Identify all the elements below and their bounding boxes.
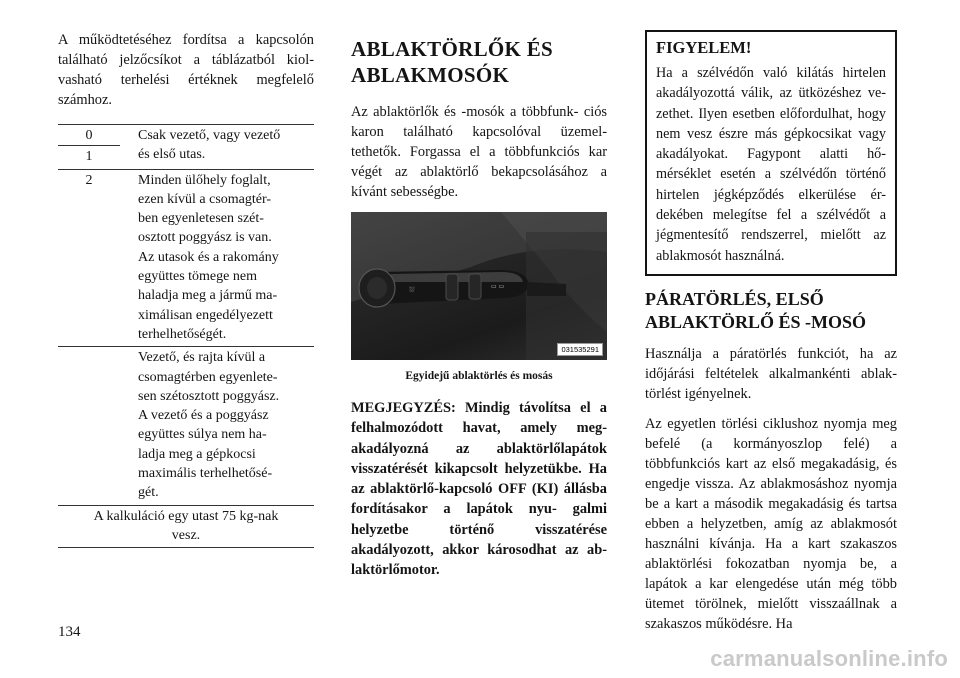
description-line: ben egyenletesen szét- [138, 211, 264, 227]
section-heading [645, 288, 897, 334]
load-description [120, 125, 314, 170]
description-line: Minden ülőhely foglalt, [138, 172, 271, 188]
description-line: sen szétosztott poggyász. [138, 388, 280, 404]
watermark: carmanualsonline.info [710, 646, 948, 671]
warning-title: FIGYELEM! [656, 38, 752, 57]
description-line: ezen kívül a csomagtér- [138, 191, 272, 207]
svg-text:▭ ▭: ▭ ▭ [491, 283, 505, 290]
load-description [120, 169, 314, 347]
warning-box [645, 30, 897, 276]
load-description [120, 347, 314, 505]
heading-line: PÁRATÖRLÉS, ELSŐ [645, 288, 824, 309]
wiper-lever-illustration [351, 212, 607, 360]
load-number: 2 [58, 169, 120, 347]
description-line: gét. [138, 485, 159, 501]
load-table [58, 124, 314, 548]
load-number-cell [58, 125, 120, 170]
table-row [58, 347, 314, 505]
description-line: osztott poggyász is van. [138, 230, 272, 246]
description-line: maximális terhelhetősé- [138, 466, 273, 482]
description-line: és első utas. [138, 147, 206, 163]
wipers-paragraph: Az ablaktörlők és -mosók a többfunk- ciós karon található kapcsolóval üzemel- tethetők. Forgassa el a többfunkciós kar végét az ablaktörlő bekapcsolásához a kívánt sebességbe. [351, 104, 607, 200]
description-line: ximálisan engedélyezett [138, 307, 273, 323]
description-line: ladja meg a gépkocsi [138, 446, 256, 462]
image-code-label: 031535291 [557, 343, 603, 356]
photo-caption: Egyidejű ablaktörlés és mosás [405, 370, 553, 382]
note-paragraph: MEGJEGYZÉS: Mindig távolítsa el a felhalmozódott havat, amely meg- akadályozná az ablaktörlőlapátok visszatérését kikapcsolt helyzetükbe. Ha az ablaktörlő-kapcsoló OFF (KI) állásba fordításakor a lapátok nyu- galmi helyzetbe történő visszatérése akadályozott, akkor károsodhat az ab- laktörlőmotor. [351, 400, 607, 579]
heading-line: ABLAKTÖRLŐK ÉS [351, 37, 553, 61]
column-middle [351, 30, 607, 581]
section-heading [351, 36, 607, 88]
description-line: Vezető, és rajta kívül a [138, 350, 266, 366]
heading-line: ABLAKTÖRLŐ ÉS -MOSÓ [645, 311, 867, 332]
heading-line: ABLAKMOSÓK [351, 63, 510, 87]
description-line: Csak vezető, vagy vezető [138, 128, 281, 143]
load-number [58, 347, 120, 505]
table-footer [58, 505, 314, 548]
description-line: együttes tömege nem [138, 269, 257, 285]
description-line: együttes súlya nem ha- [138, 427, 267, 443]
column-left [58, 30, 314, 548]
warning-text: Ha a szélvédőn való kilátás hirtelen akadályozottá válik, az ütközéshez ve- zethet. Ilyen esetben előfordulhat, hogy nem vesz észre más gépkocsikat vagy akadályokat. Fagypont alatti hő- mérséklet esetén a szélvédőn történő hirtelen jégképződés elkerülése ér- dekében melegítse fel a szélvédőt a jégmentesítő rendszerrel, mielőtt az ablakmosót használná. [656, 65, 886, 264]
description-line: Az utasok és a rakomány [138, 249, 279, 265]
svg-text:⛆: ⛆ [409, 286, 415, 294]
wipe-cycle-paragraph: Az egyetlen törlési ciklushoz nyomja meg befelé (a kormányoszlop felé) a többfunkciós kart az első megakadásig, és engedje vissza. Az ablakmosáshoz nyomja be a kart a második megakadásig és tartsa ebben a helyzetben, amíg az ablakmosót használni kívánja. Ha a kart szakaszos ablaktörlési fokozatban nyomja be, a lapátok a kar elengedése után még több ütemet törölnek, mielőtt visszaállnak a szakaszos működésre. Ha [645, 415, 897, 632]
description-line: haladja meg a jármű ma- [138, 288, 278, 304]
load-number: 0 [85, 128, 93, 143]
table-row [58, 169, 314, 347]
table-row [58, 125, 314, 170]
footer-line: A kalkuláció egy utast 75 kg-nak [93, 508, 279, 524]
defog-paragraph: Használja a páratörlés funkciót, ha az időjárási feltételek alkalmankénti ablak- törlést igényelnek. [645, 345, 897, 402]
description-line: terhelhetőségét. [138, 326, 227, 342]
intro-paragraph: A működtetéséhez fordítsa a kapcsolón található jelzőcsíkot a táblázatból kiol- vasható terhelési értéknek megfelelő számhoz. [58, 32, 314, 108]
description-line: A vezető és a poggyász [138, 408, 269, 424]
wiper-lever-photo [351, 212, 607, 360]
load-number: 1 [58, 145, 120, 166]
column-right [645, 30, 897, 634]
table-footer-row [58, 505, 314, 548]
description-line: csomagtérben egyenlete- [138, 369, 278, 385]
page-number: 134 [58, 624, 81, 640]
footer-line: vesz. [171, 527, 201, 543]
